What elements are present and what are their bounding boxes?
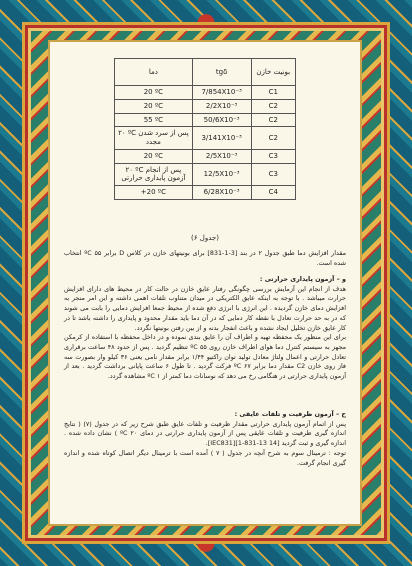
table-header-temperature: دما [115,59,193,86]
table-row [115,186,296,200]
paragraph-text: برای این منظور یک محفظه تهیه و اطراف آن را عایق بندی نموده و در داخل محفظه با استفاده از کرمکن مجهز به سیستم کنترل دما هوای اطراف خازن روی ۵۵ ºC تنظیم گردید . پس از حدود ۴۸ ساعت برقراری تعادل حرارتی و اعمال ولتاژ معادل تولید توان راکتیو ۱/۴۴ برابر مقدار نامی یعنی ۳۶ کیلو وار بصورت سه فاز روی خازن C2 مقدار دما برابر ۶۷ ºC فرکت گردید . تا طول ۶ ساعت پایانی برداشت گردید . بعد از آزمون پایداری حرارتی در هنگامی رخ می دهد که نوسانات دما کمتر از ۱ ºC مشاهده گردد. [64,333,347,381]
table-cell: ۲۰ ºC پس از انجام آزمون پایداری حرارتی [115,163,193,186]
note-text: توجه : ترمینال سوم به شرح آنچه در جدول ( ۷ ) آمده است با ترمینال دیگر اتصال کوتاه شده و اندازه گیری انجام گرفت. [64,448,346,467]
table-cell: C2 [251,127,296,150]
table-cell: 50/6X10⁻³ [192,113,251,127]
table-cell: C3 [251,163,296,186]
section-heading: ح – آزمون ظرفیت و تلفات عایقی : [234,410,346,418]
section-heading: و – آزمون پایداری حرارتی : [259,275,346,283]
table-row [115,149,296,163]
capacitance-loss-section [64,410,346,468]
table-row [115,163,296,186]
table-header-tgdelta: tgδ [192,59,251,86]
table-row [115,99,296,113]
table-header-unit: بونیت خازن [251,59,296,86]
table-header-row [115,59,296,86]
table-cell: 7/854X10⁻³ [192,86,251,100]
table-cell: 12/5X10⁻³ [192,163,251,186]
paragraph-text: هدف از انجام این آزمایش بررسی چگونگی رفتار عایق خازن در حالت کار در محیط های دارای افزایش حرارت میباشد . با توجه به اینکه عایق الکتریکی در میدان متناوب تلفات اهمی داشته و این امر منجر به افزایش دمای خازن گردیده . این انرژی با انرژی دفع شده از محیط جمعا افزایش دمایی را بابت می شوند که در به حد حرارت تعادل با نقطه کار دمایی که در آن دما باید مقدار محدود و پایداری را داشته باشد تا در کار عایق خازن تخلیل ایجاد نشده و باعث انفجار بدنه و از بین رفتن بونیتها نگردد. [64,284,346,332]
table-cell: 20 ºC [115,99,193,113]
table-cell: ۲۰ ºC پس از سرد شدن مجدد [115,127,193,150]
capacitor-test-table [114,58,296,200]
document-page [48,40,362,526]
table-cell: C4 [251,186,296,200]
table-caption: (جدول ۶) [191,234,219,242]
table-row [115,86,296,100]
temperature-rise-paragraph [64,249,346,268]
table-cell: 55 ºC [115,113,193,127]
table-cell: 2/2X10⁻³ [192,99,251,113]
table-cell: C3 [251,149,296,163]
paragraph-text: مقدار افزایش دما طبق جدول ۲ در بند [3-1-831] برای بونیتهای خازن در کلاس D برابر ۵۵ ºC انتخاب شده است. [64,249,346,267]
table-row [115,127,296,150]
paragraph-text: پس از اتمام آزمون پایداری حرارتی مقدار ظرفیت و تلفات عایق طبق شرح زیر که در جدول (۷) ( نتایج اندازه گیری ظرفیت و تلفات عایقی پس از آزمون پایداری حرارتی در دمای ۲۰ ºC ) نشان داده شده . اندازه گیری و ثبت گردید [14 13-831-1][IEC831]. [64,419,346,448]
table-cell: 6/28X10⁻³ [192,186,251,200]
table-cell: C1 [251,86,296,100]
thermal-stability-section [64,275,346,382]
table-cell: 2/5X10⁻³ [192,149,251,163]
table-cell: 3/141X10⁻³ [192,127,251,150]
table-cell: +20 ºC [115,186,193,200]
table-cell: 20 ºC [115,86,193,100]
table-cell: C2 [251,113,296,127]
table-cell: 20 ºC [115,149,193,163]
table-cell: C2 [251,99,296,113]
table-row [115,113,296,127]
